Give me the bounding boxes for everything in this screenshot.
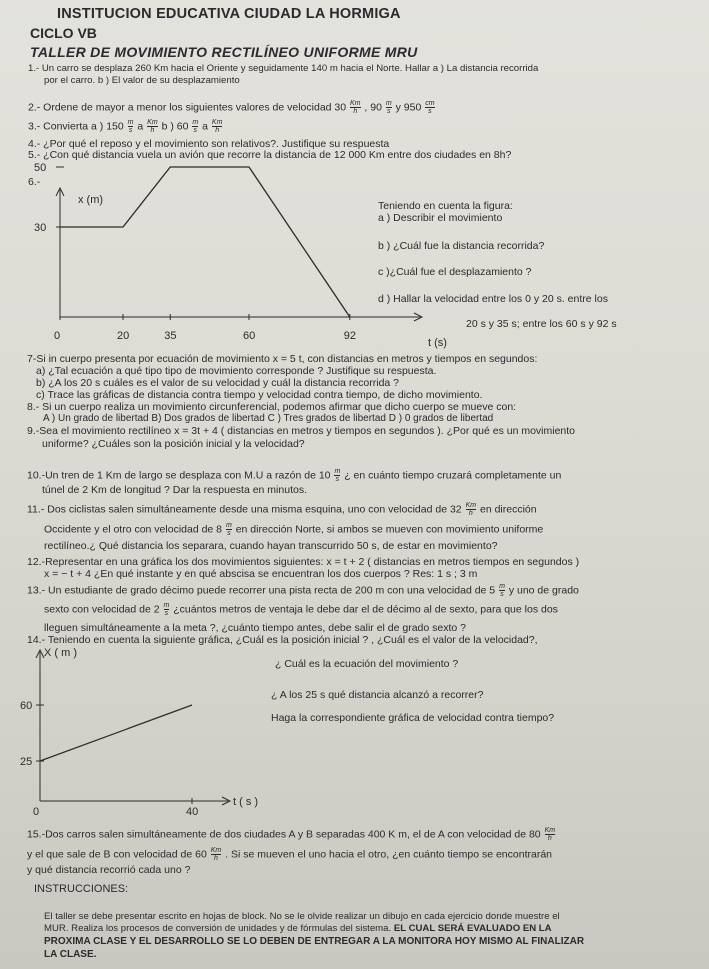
question-3: 3.- Convierta a ) 150 $\frac{m}{s}$ a $\frac{Km}{h}$ b ) 60 $\frac{m}{s}$ a $\frac{Km}{h}$ — [28, 119, 223, 134]
question-12: 12.-Representar en una gráfica los dos movimientos siguientes: x = t + 2 ( distancias en metros tiempos en segundos ) — [27, 556, 580, 568]
x-tick-label: 60 — [243, 330, 256, 342]
q15-cont: y el que sale de B con velocidad de 60 $\frac{Km}{h}$ . Si se mueven el uno hacia el otro, ¿en cuánto tiempo se encontrarán — [27, 847, 552, 862]
question-6-number: 6.- — [28, 176, 41, 188]
school-name: INSTITUCION EDUCATIVA CIUDAD LA HORMIGA — [57, 6, 401, 22]
x-tick-label: 20 — [117, 330, 130, 342]
q13-cont: sexto con velocidad de 2 $\frac{m}{s}$ ¿cuántos metros de ventaja le debe dar el de décimo al de sexto, para que los dos — [44, 602, 558, 617]
unit-cm-per-s: $\frac{cm}{s}$ — [425, 100, 435, 115]
question-13: 13.- Un estudiante de grado décimo puede recorrer una pista recta de 200 m con una velocidad de 5 $\frac{m}{s}$ y uno de grado — [27, 583, 579, 598]
x-tick-label: 0 — [54, 330, 61, 342]
instructions-line-2: MUR. Realiza los procesos de conversión de unidades y de fórmulas del sistema. EL CUAL SERÁ EVALUADO EN LA — [44, 923, 552, 934]
q10-cont: túnel de 2 Km de longitud ? Dar la respuesta en minutos. — [42, 484, 307, 496]
y-tick-label: 30 — [34, 222, 47, 234]
q13-cont2: lleguen simultáneamente a la meta ?, ¿cuánto tiempo antes, debe salir el de grado sexto ? — [44, 622, 467, 634]
question-5: 5.- ¿Con qué distancia vuela un avión que recorre la distancia de 12 000 Km entre dos ciudades en 8h? — [28, 149, 512, 161]
question-8: 8.- Si un cuerpo realiza un movimiento circunferencial, podemos afirmar que dicho cuerpo se mueve con: — [27, 401, 517, 413]
cycle-label: CICLO VB — [30, 25, 97, 41]
q6-part-d: d ) Hallar la velocidad entre los 0 y 20 s. entre los — [378, 293, 608, 305]
question-15: 15.-Dos carros salen simultáneamente de dos ciudades A y B separadas 400 K m, el de A con velocidad de 80 $\frac{Km}{h}$ — [27, 827, 556, 842]
q14-part-a: ¿ Cuál es la ecuación del movimiento ? — [275, 658, 459, 670]
x-tick-label: 35 — [164, 330, 177, 342]
question-2: 2.- Ordene de mayor a menor los siguientes valores de velocidad 30 $\frac{Km}{h}$ , 90 $\frac{m}{s}$ y 950 $\frac{cm}{s}$ — [28, 100, 435, 115]
unit-km-per-h: $\frac{Km}{h}$ — [350, 100, 361, 115]
q7-part-b: b) ¿A los 20 s cuáles es el valor de su velocidad y cuál la distancia recorrida ? — [36, 377, 400, 389]
q6-part-d-cont: 20 s y 35 s; entre los 60 s y 92 s — [466, 318, 617, 330]
y-axis-label: x (m) — [78, 194, 104, 206]
q11-cont2: rectilíneo.¿ Qué distancia los separara, cuando hayan transcurrido 50 s, de estar en movimiento? — [44, 540, 498, 552]
y-tick-label: 60 — [20, 700, 33, 712]
q6-part-b: b ) ¿Cuál fue la distancia recorrida? — [378, 240, 545, 252]
instructions-line-3: PROXIMA CLASE Y EL DESARROLLO SE LO DEBEN DE ENTREGAR A LA MONITORA HOY MISMO AL FINALIZAR — [44, 936, 585, 947]
x-tick-label: 40 — [186, 806, 199, 818]
x-tick-label: 92 — [343, 330, 357, 342]
question-14: 14.- Teniendo en cuenta la siguiente gráfica, ¿Cuál es la posición inicial ? , ¿Cuál es el valor de la velocidad?, — [27, 634, 538, 646]
q15-cont2: y qué distancia recorrió cada uno ? — [27, 864, 191, 876]
question-10: 10.-Un tren de 1 Km de largo se desplaza con M.U a razón de 10 $\frac{m}{s}$ ¿ en cuánto tiempo cruzará completamente un — [27, 468, 562, 483]
q8-options: A ) Un grado de libertad B) Dos grados de libertad C ) Tres grados de libertad D ) 0 grados de libertad — [43, 413, 494, 424]
worksheet-title: TALLER DE MOVIMIENTO RECTILÍNEO UNIFORME MRU — [30, 44, 418, 60]
question-7: 7-Si in cuerpo presenta por ecuación de movimiento x = 5 t, con distancias en metros y tiempos en segundos: — [27, 353, 538, 365]
question-1-cont: por el carro. b ) El valor de su desplazamiento — [44, 75, 240, 86]
q6-intro: Teniendo en cuenta la figura: — [378, 200, 513, 212]
q12-cont: x = − t + 4 ¿En qué instante y en qué abscisa se encuentran los dos cuerpos ? Res: 1 s ; 3 m — [44, 568, 478, 580]
q6-part-a: a ) Describir el movimiento — [378, 212, 503, 224]
x-tick-label: 0 — [33, 806, 40, 818]
question-9: 9.-Sea el movimiento rectilíneo x = 3t + 4 ( distancias en metros y tiempos en segundos ). ¿Por qué es un movimiento — [27, 425, 576, 437]
unit-m-per-s: $\frac{m}{s}$ — [385, 100, 392, 115]
y-axis-label: X ( m ) — [44, 647, 77, 659]
q6-part-c: c )¿Cuál fue el desplazamiento ? — [378, 266, 532, 278]
q7-part-a: a) ¿Tal ecuación a qué tipo tipo de movimiento corresponde ? Justifique su respuesta. — [36, 365, 437, 377]
x-axis-label: t (s) — [428, 337, 447, 349]
question-1: 1.- Un carro se desplaza 260 Km hacia el Oriente y seguidamente 140 m hacia el Norte. Hallar a ) La distancia recorrida — [28, 63, 539, 74]
q14-part-b: ¿ A los 25 s qué distancia alcanzó a recorrer? — [271, 689, 484, 701]
position-line — [40, 705, 192, 761]
q14-part-c: Haga la correspondiente gráfica de velocidad contra tiempo? — [271, 712, 555, 724]
q11-cont: Occidente y el otro con velocidad de 8 $\frac{m}{s}$ en dirección Norte, si ambos se mueven con movimiento uniforme — [44, 522, 544, 537]
q7-part-c: c) Trace las gráficas de distancia contra tiempo y velocidad contra tiempo, de dicho movimiento. — [36, 389, 483, 401]
instructions-line-1: El taller se debe presentar escrito en hojas de block. No se le olvide realizar un dibujo en cada ejercicio donde muestre el — [44, 911, 560, 922]
y-tick-label: 25 — [20, 756, 33, 768]
q9-cont: uniforme? ¿Cuáles son la posición inicial y la velocidad? — [42, 438, 305, 450]
question-11: 11.- Dos ciclistas salen simultáneamente desde una misma esquina, uno con velocidad de 32 $\frac{Km}{h}$ en dirección — [27, 502, 537, 517]
x-axis-label: t ( s ) — [233, 796, 259, 808]
y-tick-label: 50 — [34, 162, 47, 174]
instructions-line-4: LA CLASE. — [44, 949, 97, 960]
question-4: 4.- ¿Por qué el reposo y el movimiento son relativos?. Justifique su respuesta — [28, 138, 390, 150]
instructions-heading: INSTRUCCIONES: — [34, 883, 129, 895]
